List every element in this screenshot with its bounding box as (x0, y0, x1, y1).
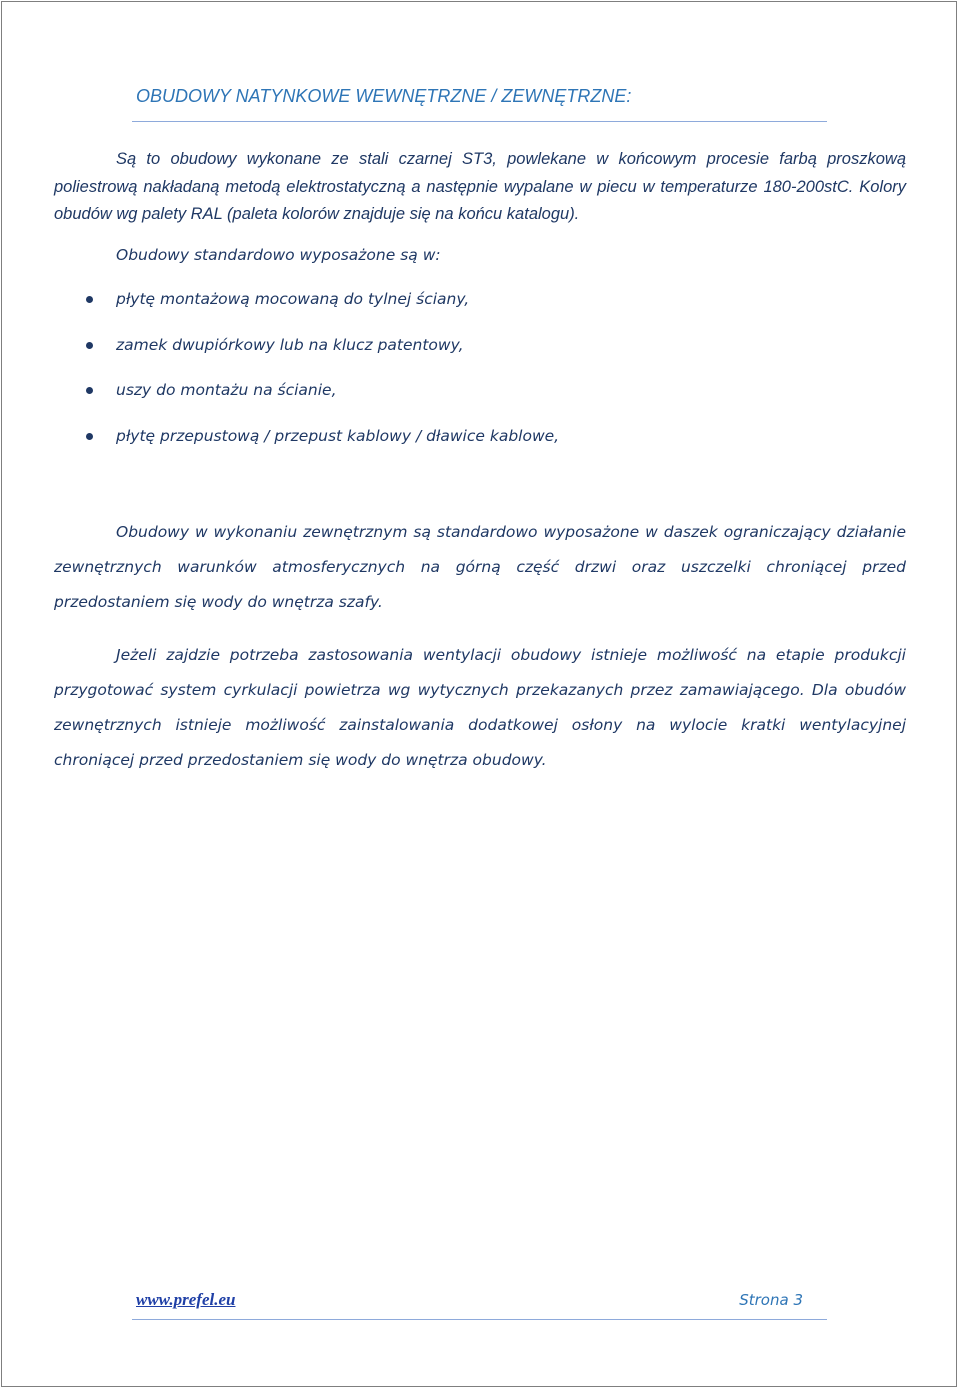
exterior-paragraph-text: Obudowy w wykonaniu zewnętrznym są standardowo wyposażone w daszek ograniczający działanie zewnętrznych warunków atmosferycznych na górną część drzwi oraz uszczelki chroniącej przed przedostaniem się wody do wnętrza szafy. (54, 523, 906, 611)
bullet-icon (86, 296, 93, 303)
list-item-text: płytę montażową mocowaną do tylnej ściany, (116, 290, 470, 308)
list-item-text: płytę przepustową / przepust kablowy / dławice kablowe, (116, 426, 560, 445)
ventilation-paragraph-text: Jeżeli zajdzie potrzeba zastosowania wentylacji obudowy istnieje możliwość na etapie produkcji przygotować system cyrkulacji powietrza wg wytycznych przekazanych przez zamawiającego. Dla obudów zewnętrznych istnieje możliwość zainstalowania dodatkowej osłony na wylocie kratki wentylacyjnej chroniącej przed przedostaniem się wody do wnętrza obudowy. (54, 646, 906, 769)
list-item-text: uszy do montażu na ścianie, (116, 381, 337, 399)
equipment-intro: Obudowy standardowo wyposażone są w: (116, 246, 441, 264)
bullet-icon (86, 387, 93, 394)
page-title: OBUDOWY NATYNKOWE WEWNĘTRZNE / ZEWNĘTRZNE: (136, 86, 632, 106)
intro-paragraph (54, 146, 906, 229)
intro-paragraph-text: Są to obudowy wykonane ze stali czarnej ST3, powlekane w końcowym procesie farbą proszkową poliestrową nakładaną metodą elektrostatyczną a następnie wypalane w piecu w temperaturze 180-200stC. Kolory obudów wg palety RAL (paleta kolorów znajduje się na końcu katalogu). (54, 150, 906, 223)
bullet-icon (86, 342, 93, 349)
footer-divider (132, 1319, 827, 1320)
ventilation-paragraph (54, 638, 906, 778)
list-item-text: zamek dwupiórkowy lub na klucz patentowy, (116, 335, 464, 354)
title-divider (132, 121, 827, 122)
bullet-icon (86, 433, 93, 440)
page-number: Strona 3 (739, 1291, 803, 1309)
exterior-paragraph (54, 515, 906, 620)
website-link[interactable]: www.prefel.eu (136, 1290, 236, 1309)
